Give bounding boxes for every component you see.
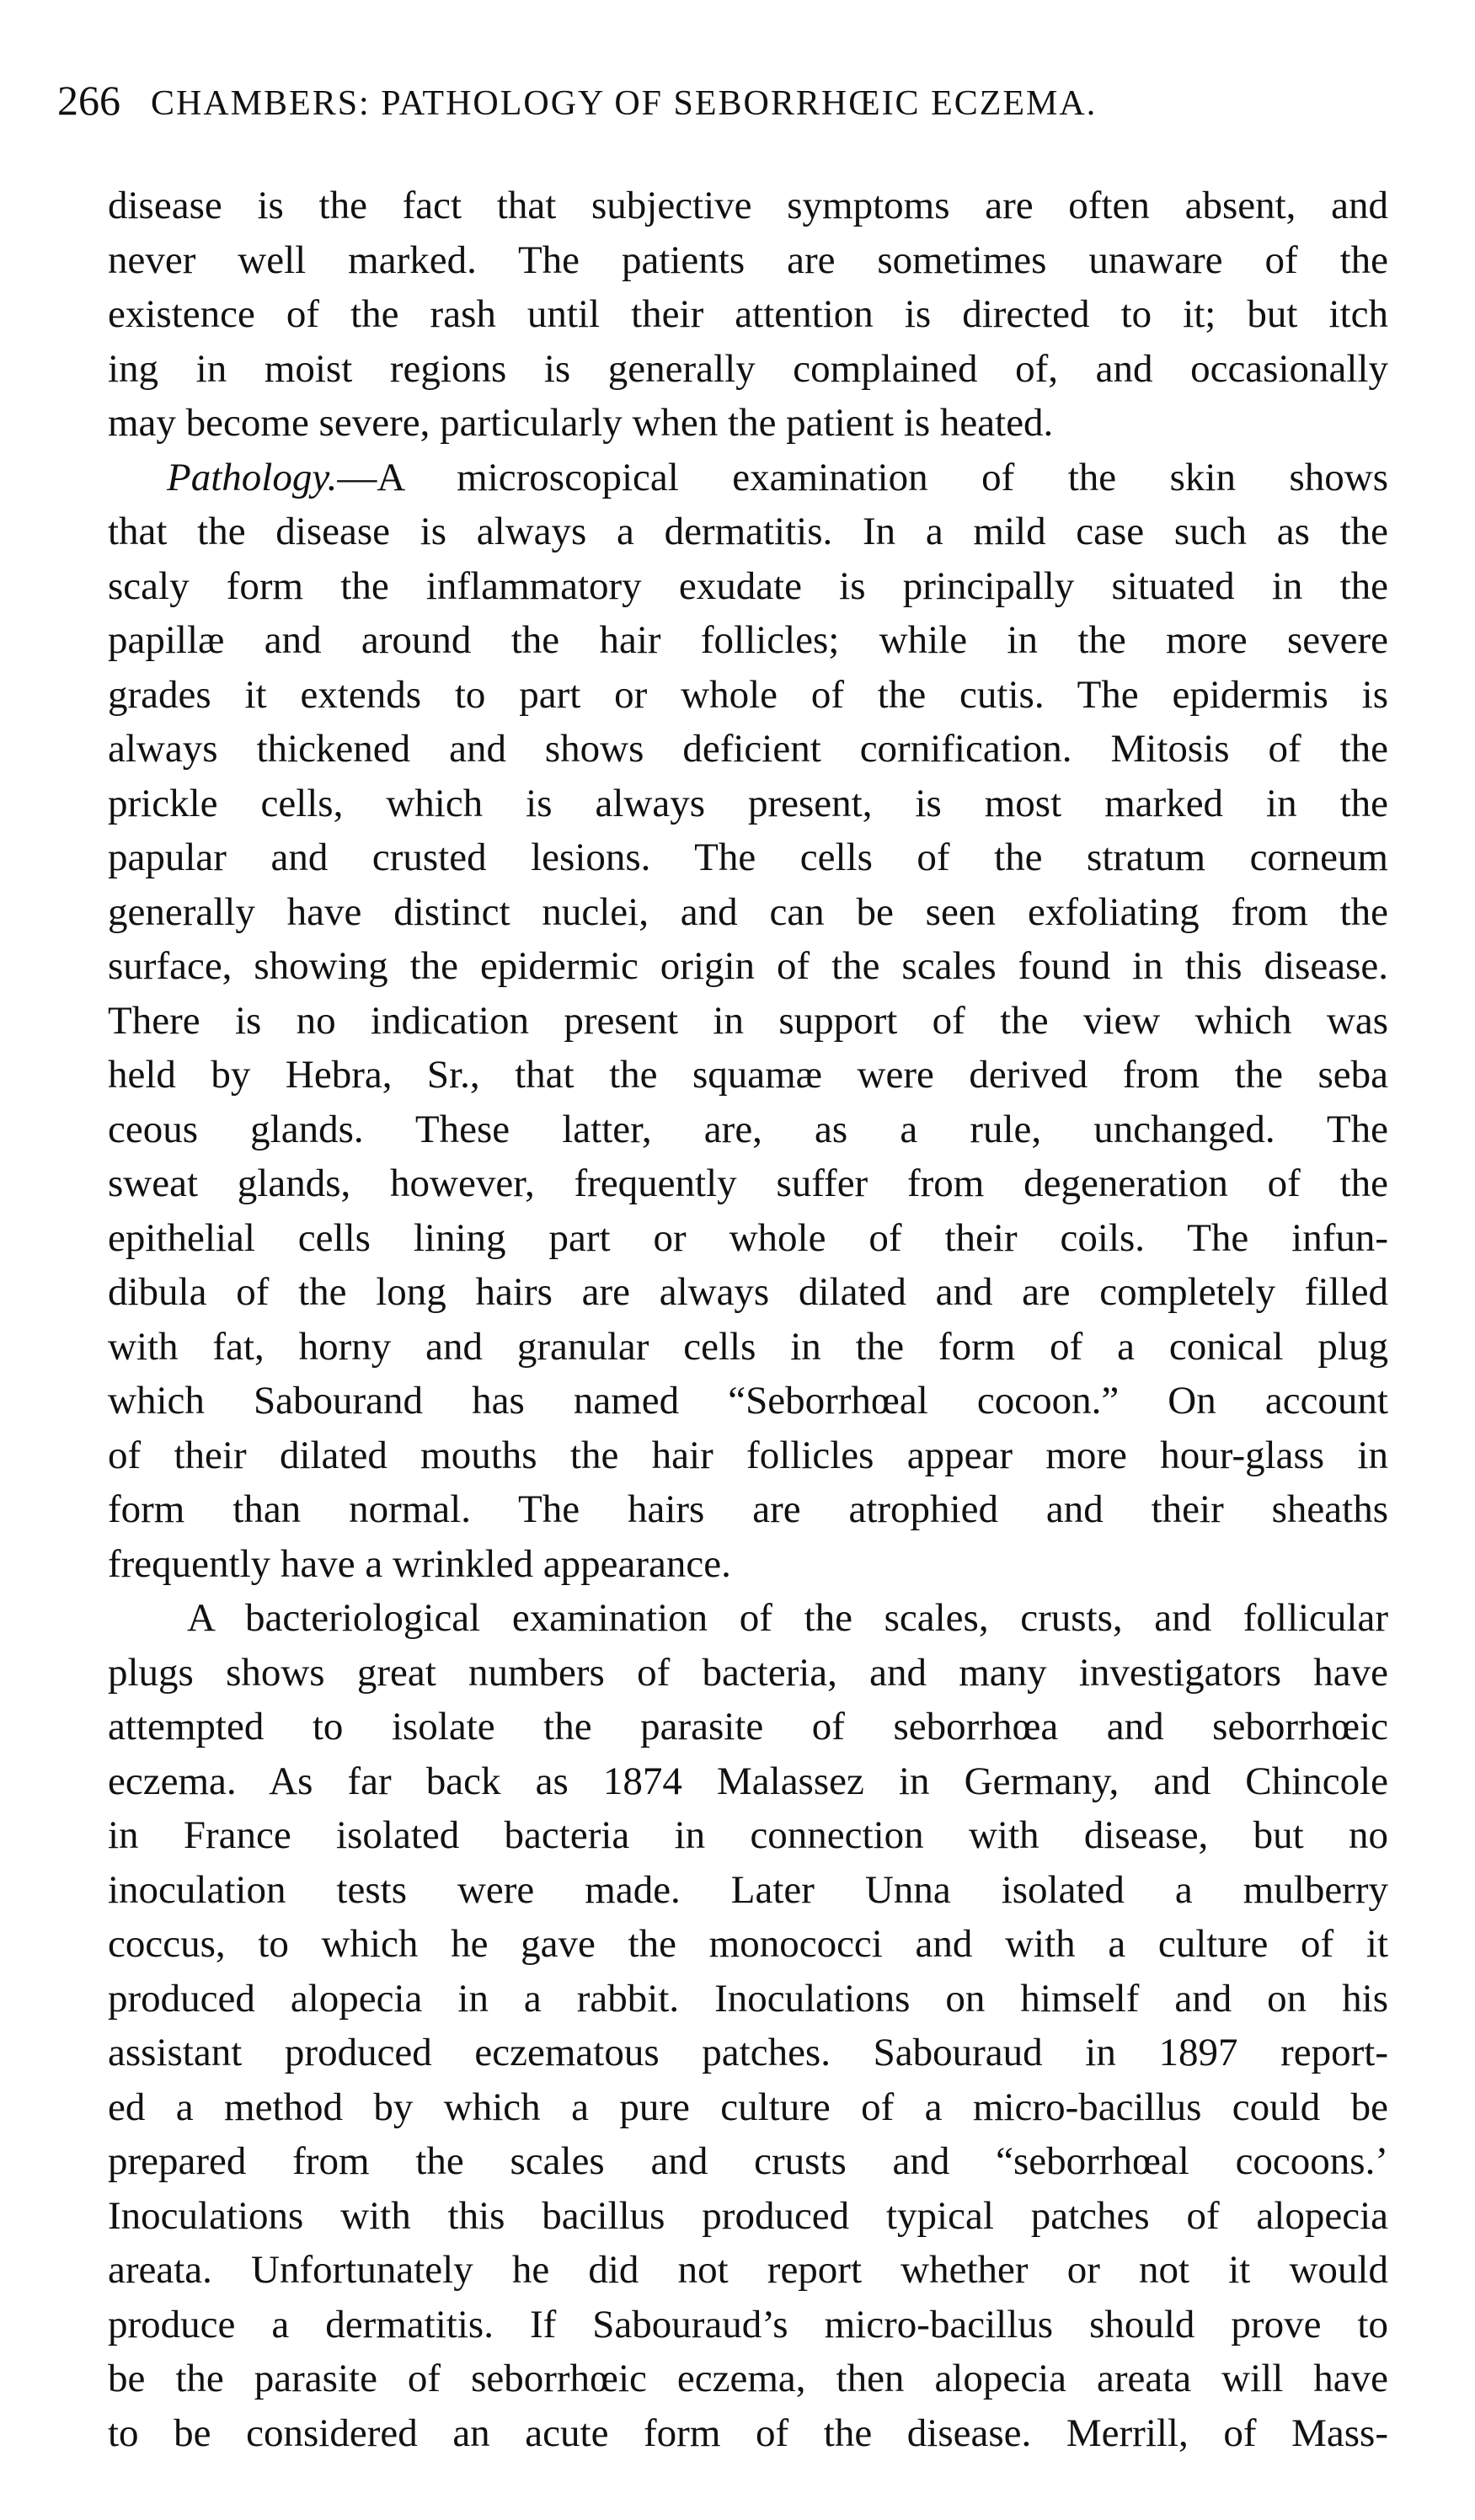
- text-line: scaly form the inflammatory exudate is principally situated in the: [108, 563, 1388, 608]
- text-line: grades it extends to part or whole of the cutis. The epidermis is: [108, 672, 1388, 717]
- text-line: sweat glands, however, frequently suffer from degeneration of the: [108, 1161, 1388, 1205]
- text-line: produced alopecia in a rabbit. Inoculations on himself and on his: [108, 1976, 1388, 2021]
- paragraph-pathology-start: [108, 451, 1388, 505]
- text-line: prickle cells, which is always present, is most marked in the: [108, 781, 1388, 825]
- text-line: inoculation tests were made. Later Unna isolated a mulberry: [108, 1867, 1388, 1912]
- text-line: generally have distinct nuclei, and can be seen exfoliating from the: [108, 889, 1388, 934]
- text-line: frequently have a wrinkled appearance.: [108, 1541, 731, 1586]
- body-text: [108, 179, 1388, 2460]
- pathology-heading: Pathology.: [167, 455, 338, 499]
- text-line: form than normal. The hairs are atrophied and their sheaths: [108, 1487, 1388, 1531]
- running-header: [57, 76, 1422, 125]
- text-line: There is no indication present in support of the view which was: [108, 998, 1388, 1043]
- text-line: disease is the fact that subjective symptoms are often absent, and: [108, 184, 1388, 227]
- text-line: always thickened and shows deficient cornification. Mitosis of the: [108, 727, 1388, 771]
- text-line: plugs shows great numbers of bacteria, and many investigators have: [108, 1650, 1388, 1695]
- text-line: —A microscopical examination of the skin shows: [337, 455, 1388, 499]
- text-line: be the parasite of seborrhœic eczema, then alopecia areata will have: [108, 2357, 1388, 2400]
- text-line: ed a method by which a pure culture of a micro-bacillus could be: [108, 2085, 1388, 2129]
- text-line: held by Hebra, Sr., that the squamæ were derived from the seba: [108, 1053, 1388, 1097]
- text-line: coccus, to which he gave the monococci and with a culture of it: [108, 1922, 1388, 1966]
- text-line: produce a dermatitis. If Sabouraud’s micro-bacillus should prove to: [108, 2302, 1388, 2346]
- page-number: 266: [57, 77, 120, 124]
- running-title: CHAMBERS: PATHOLOGY OF SEBORRHŒIC ECZEMA.: [151, 84, 1098, 123]
- text-line: to be considered an acute form of the disease. Merrill, of Mass-: [108, 2411, 1388, 2455]
- text-line: epithelial cells lining part or whole of their coils. The infun-: [108, 1215, 1388, 1260]
- text-line: which Sabourand has named “Seborrhœal cocoon.” On account: [108, 1379, 1388, 1423]
- text-line: surface, showing the epidermic origin of the scales found in this disease.: [108, 944, 1388, 988]
- text-line: papillæ and around the hair follicles; while in the more severe: [108, 618, 1388, 662]
- text-line: areata. Unfortunately he did not report whether or not it would: [108, 2248, 1388, 2292]
- text-line: papular and crusted lesions. The cells of the stratum corneum: [108, 836, 1388, 879]
- text-line: Inoculations with this bacillus produced typical patches of alopecia: [108, 2193, 1388, 2238]
- text-line: with fat, horny and granular cells in the form of a conical plug: [108, 1324, 1388, 1369]
- text-line: assistant produced eczematous patches. Sabouraud in 1897 report-: [108, 2031, 1388, 2074]
- text-line: existence of the rash until their attention is directed to it; but itch: [108, 292, 1388, 336]
- text-line: prepared from the scales and crusts and “seborrhœal cocoons.’: [108, 2139, 1388, 2183]
- text-line: A bacteriological examination of the scales, crusts, and follicular: [187, 1596, 1388, 1640]
- text-line: never well marked. The patients are sometimes unaware of the: [108, 238, 1388, 282]
- text-line: that the disease is always a dermatitis. In a mild case such as the: [108, 510, 1388, 553]
- text-line: in France isolated bacteria in connection with disease, but no: [108, 1813, 1388, 1857]
- text-line: dibula of the long hairs are always dilated and are completely filled: [108, 1270, 1388, 1314]
- text-line: ceous glands. These latter, are, as a rule, unchanged. The: [108, 1107, 1388, 1151]
- text-line: of their dilated mouths the hair follicles appear more hour-glass in: [108, 1433, 1388, 1477]
- text-line: eczema. As far back as 1874 Malassez in Germany, and Chincole: [108, 1759, 1388, 1803]
- text-line: may become severe, particularly when the patient is heated.: [108, 401, 1054, 445]
- text-line: ing in moist regions is generally complained of, and occasionally: [108, 346, 1388, 391]
- text-line: attempted to isolate the parasite of seborrhœa and seborrhœic: [108, 1705, 1388, 1749]
